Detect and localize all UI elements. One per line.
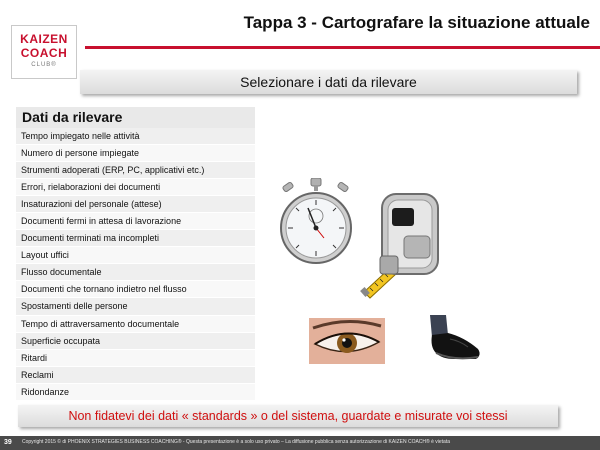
- data-list-item: Reclami: [16, 367, 255, 384]
- data-list-item: Spostamenti delle persone: [16, 298, 255, 315]
- tape-measure-image: [360, 188, 444, 300]
- data-list-item: Tempo impiegato nelle attività: [16, 128, 255, 145]
- data-list-item: Ritardi: [16, 350, 255, 367]
- logo-line-3: CLUB®: [31, 62, 57, 68]
- data-list-item: Insaturazioni del personale (attese): [16, 196, 255, 213]
- title-divider: [85, 46, 600, 49]
- warning-note: Non fidatevi dei dati « standards » o del sistema, guardate e misurate voi stessi: [18, 405, 558, 427]
- copyright-text: Copyright 2015 © di PHOENIX STRATEGIES BUSINESS COACHING® - Questa presentazione è a solo uso privato – La diffusione pubblica senza autorizzazione di KAIZEN COACH® è vietata: [22, 439, 451, 445]
- data-list-header: Dati da rilevare: [16, 107, 255, 128]
- data-list-item: Ridondanze: [16, 384, 255, 401]
- page-number: 39: [4, 439, 12, 446]
- kaizen-coach-logo: [11, 25, 77, 79]
- data-list: [16, 107, 255, 401]
- footer-bar: [0, 436, 600, 450]
- data-list-item: Strumenti adoperati (ERP, PC, applicativi etc.): [16, 162, 255, 179]
- eye-image: [309, 318, 385, 364]
- data-list-item: Errori, rielaborazioni dei documenti: [16, 179, 255, 196]
- data-list-item: Documenti terminati ma incompleti: [16, 230, 255, 247]
- logo-line-2: COACH: [20, 46, 68, 60]
- data-list-item: Superficie occupata: [16, 333, 255, 350]
- data-list-item: Documenti fermi in attesa di lavorazione: [16, 213, 255, 230]
- slide-title: Tappa 3 - Cartografare la situazione attuale: [243, 13, 590, 32]
- data-list-item: Flusso documentale: [16, 264, 255, 281]
- data-list-item: Layout uffici: [16, 247, 255, 264]
- logo-line-1: KAIZEN: [20, 32, 68, 46]
- data-list-item: Tempo di attraversamento documentale: [16, 316, 255, 333]
- data-list-item: Documenti che tornano indietro nel flusso: [16, 281, 255, 298]
- shoe-image: [424, 315, 484, 365]
- data-list-item: Numero di persone impiegate: [16, 145, 255, 162]
- stopwatch-image: [278, 178, 354, 264]
- slide-subtitle: Selezionare i dati da rilevare: [80, 70, 577, 94]
